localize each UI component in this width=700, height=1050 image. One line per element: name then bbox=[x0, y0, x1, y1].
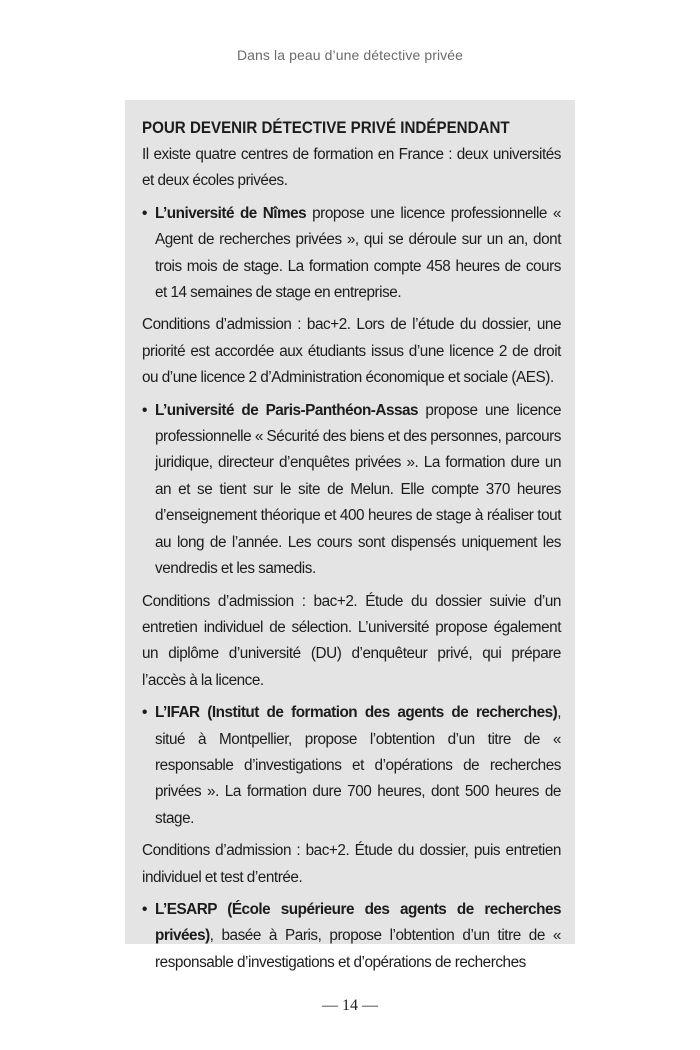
list-item-ifar bbox=[142, 700, 561, 832]
institution-description: propose une licence professionnelle « Agent de recherches privées », qui se déroule sur un an, dont trois mois de stage. La formation compte 458 heures de cours et 14 semaines de stage en entreprise. bbox=[155, 204, 561, 302]
institution-name: L’université de Nîmes bbox=[155, 204, 307, 222]
list-item-nimes bbox=[142, 201, 561, 307]
bullet-icon: • bbox=[142, 900, 148, 918]
box-title: POUR DEVENIR DÉTECTIVE PRIVÉ INDÉPENDANT bbox=[142, 119, 510, 137]
info-box bbox=[125, 100, 575, 971]
list-item-text bbox=[155, 700, 561, 832]
page-number: — 14 — bbox=[322, 997, 378, 1014]
bullet-icon: • bbox=[142, 401, 148, 419]
institution-description: propose une licence professionnelle « Sécurité des biens et des personnes, parcours juridique, directeur d’enquêtes privées ». La formation dure un an et se tient sur le site de Melun. Elle compte 370 heures d’enseignement théorique et 400 heures de stage à réaliser tout au long de l’année. Les cours sont dispensés uniquement les vendredis et les samedis. bbox=[155, 401, 561, 578]
institution-name: L’université de Paris-Panthéon-Assas bbox=[155, 401, 418, 419]
running-head: Dans la peau d’une détective privée bbox=[236, 47, 464, 63]
list-item-text bbox=[155, 398, 561, 583]
institution-description: , situé à Montpellier, propose l’obtention d’un titre de « responsable d’investigations et d’opérations de recherches privées ». La formation dure 700 heures, dont 500 heures de stage. bbox=[155, 704, 561, 827]
institution-name: L’ESARP (École supérieure des agents de recherches privées) bbox=[155, 900, 561, 945]
conditions-paragraph: Conditions d’admission : bac+2. Lors de l’étude du dossier, une priorité est accordée aux étudiants issus d’une licence 2 de droit ou d’une licence 2 d’Administration économique et sociale (AES). bbox=[142, 316, 561, 387]
institution-description: , basée à Paris, propose l’obtention d’un titre de « responsable d’investigations et d’opérations de recherches bbox=[155, 927, 561, 971]
list-item-esarp bbox=[142, 897, 561, 976]
conditions-paragraph: Conditions d’admission : bac+2. Étude du dossier suivie d’un entretien individuel de sélection. L’université propose également un diplôme d’université (DU) d’enquêteur privé, qui prépare l’accès à la licence. bbox=[142, 592, 561, 689]
bullet-icon: • bbox=[142, 704, 148, 722]
bullet-icon: • bbox=[142, 204, 148, 222]
conditions-paragraph: Conditions d’admission : bac+2. Étude du dossier, puis entretien individuel et test d’entrée. bbox=[142, 842, 561, 886]
intro-paragraph: Il existe quatre centres de formation en France : deux universités et deux écoles privées. bbox=[142, 146, 561, 190]
institution-name: L’IFAR (Institut de formation des agents de recherches) bbox=[155, 704, 558, 722]
list-item-text bbox=[155, 201, 561, 307]
list-item-paris-pantheon-assas bbox=[142, 398, 561, 583]
list-item-text bbox=[155, 897, 561, 976]
